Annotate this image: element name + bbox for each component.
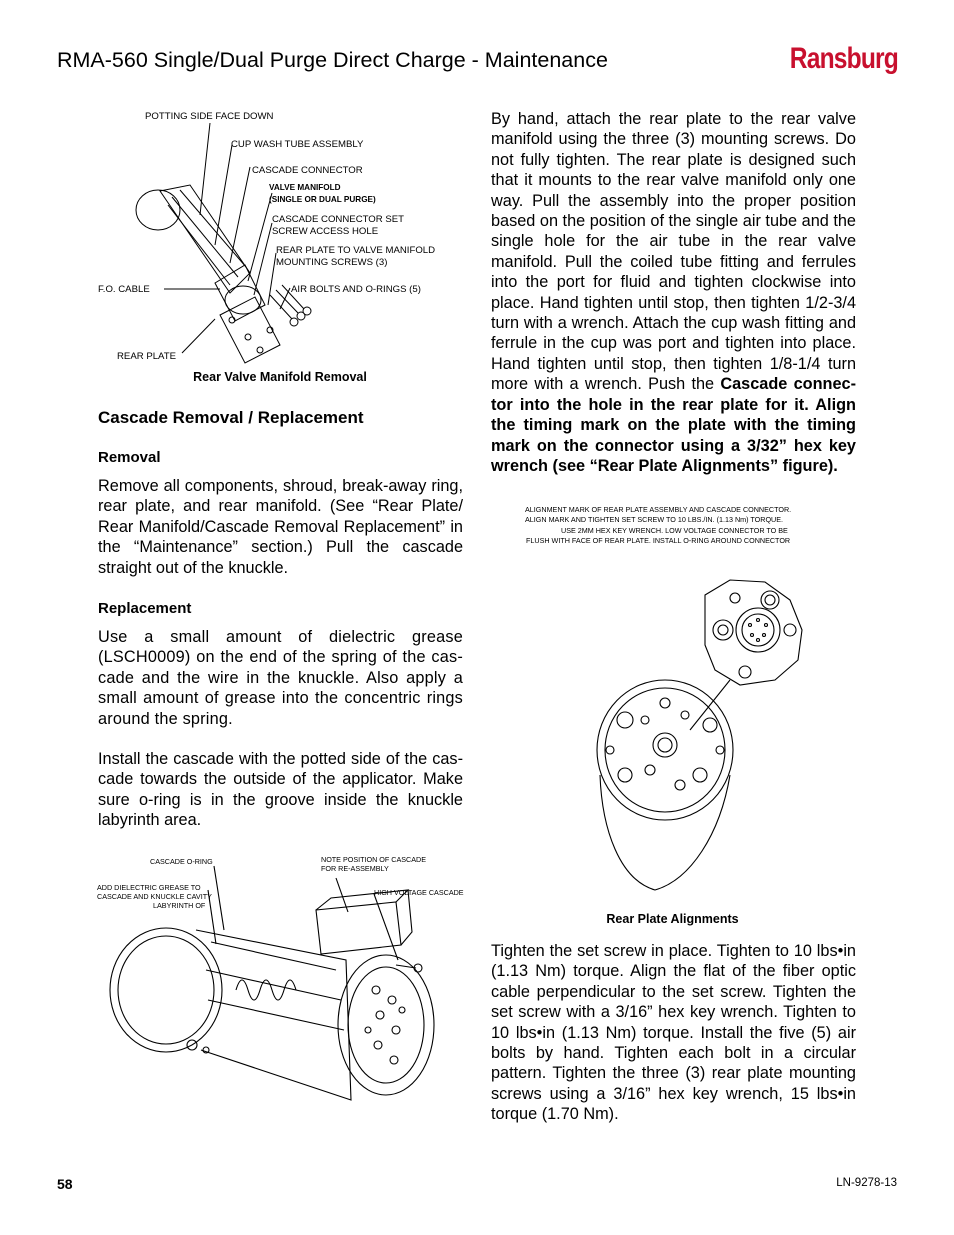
figure-caption-rear-plate: Rear Plate Alignments [606, 912, 739, 926]
document-number: LN-9278-13 [836, 1177, 897, 1189]
label-cascade-connector: CASCADE CONNECTOR [252, 165, 363, 176]
label-rear-plate-screws: REAR PLATE TO VALVE MANIFOLD [276, 245, 436, 256]
figure-rear-plate-drawing [580, 560, 840, 905]
label-rear-plate: REAR PLATE [117, 351, 177, 362]
label-rear-plate-screws-count: MOUNTING SCREWS (3) [276, 257, 388, 268]
figure-caption: Rear Valve Manifold Removal [193, 370, 367, 384]
attach-text [491, 109, 856, 476]
label-valve-manifold: VALVE MANIFOLD [269, 183, 341, 192]
removal-paragraph [98, 476, 463, 578]
alignment-note-1: ALIGNMENT MARK OF REAR PLATE ASSEMBLY AND CASCADE CONNECTOR. [525, 505, 792, 514]
tighten-text: Tighten the set screw in place. Tighten to 10 lbs•in (1.13 Nm) torque. Align the flat of the fiber optic cable perpendicular to the set screw. Tighten the set screw with a 3/16” hex key wrench. Tighten to 10 lbs•in (1.13 Nm) torque. Install the five (5) air bolts by hand. Tighten each bolt in a circular pattern. Tighten the three (3) rear plate mounting screws using a 3/16” hex key wrench, 15 lbs•in torque (1.70 Nm). [491, 942, 856, 1124]
label-note-position: NOTE POSITION OF CASCADE [321, 855, 427, 864]
replacement-text-1: Use a small amount of dielectric grease (LSCH0009) on the end of the spring of the cas-cade and the wire in the knuckle. Also apply a small amount of grease into the concentric rings around the spring. [98, 628, 463, 728]
label-cup-wash-tube: CUP WASH TUBE ASSEMBLY [231, 139, 364, 150]
replacement-paragraph-2 [98, 749, 463, 831]
attach-text-regular: By hand, attach the rear plate to the rear valve manifold using the three (3) mounting screws. Do not fully tighten. The rear plate is designed such that it mounts to the rear valve manifold only one way. Pull the assembly into the proper position based on the position of the single air tube and the single hole for the air tube in the rear valve manifold. Pull the coiled tube fitting and ferrules into the port for fluid and tighten clockwise into place. Hand tighten until stop, then tighten 1/2-3/4 turn with a wrench. Attach the cup wash fitting and ferrule in the cup was port and tighten into place. Hand tighten until stop, then tighten 1/8-1/4 turn more with a wrench. Push the [491, 110, 856, 394]
label-high-voltage-cascade: HIGH VOLTAGE CASCADE [374, 888, 464, 897]
page-title: RMA-560 Single/Dual Purge Direct Charge - Maintenance [57, 48, 608, 72]
label-valve-manifold-purge: (SINGLE OR DUAL PURGE) [269, 195, 376, 204]
alignment-note-2: ALIGN MARK AND TIGHTEN SET SCREW TO 10 LBS./IN. (1.13 Nm) TORQUE. [525, 515, 784, 524]
replacement-text-2: Install the cascade with the potted side of the cas-cade towards the outside of the applicator. Make sure o-ring is in the groove inside the knuckle labyrinth area. [98, 750, 463, 830]
label-potting-side: POTTING SIDE FACE DOWN [145, 111, 274, 122]
replacement-paragraph-1 [98, 627, 463, 729]
label-labyrinth: LABYRINTH OF [153, 901, 206, 910]
label-set-screw: CASCADE CONNECTOR SET [272, 214, 405, 225]
label-cascade-oring: CASCADE O-RING [150, 857, 213, 866]
attach-paragraph [491, 109, 856, 476]
label-set-screw-access: SCREW ACCESS HOLE [272, 226, 379, 237]
tighten-paragraph [491, 941, 856, 1125]
section-title: Cascade Removal / Replacement [98, 408, 364, 427]
label-fo-cable: F.O. CABLE [98, 284, 150, 295]
removal-text: Remove all components, shroud, break-away ring, rear plate, and rear manifold. (See “Rear Plate/ Rear Manifold/Cascade Removal Replacement” in the “Maintenance” section.) Pull the cascade straight out of the knuckle. [98, 477, 463, 577]
label-add-grease: ADD DIELECTRIC GREASE TO [97, 883, 201, 892]
page-number: 58 [57, 1176, 73, 1192]
label-note-reassembly: FOR RE-ASSEMBLY [321, 864, 389, 873]
replacement-heading: Replacement [98, 600, 192, 617]
label-knuckle-cavity: CASCADE AND KNUCKLE CAVITY [97, 892, 212, 901]
attach-text-bold: Cascade connec-tor into the hole in the rear plate for it. Align the timing mark on the plate with the timing mark on the connector using a 3/32” hex key wrench (see “Rear Plate Alignments” figure). [491, 375, 856, 475]
alignment-note-4: FLUSH WITH FACE OF REAR PLATE. INSTALL O-RING AROUND CONNECTOR [526, 536, 791, 545]
label-air-bolts: AIR BOLTS AND O-RINGS (5) [291, 284, 421, 295]
removal-heading: Removal [98, 449, 161, 466]
alignment-note-3: USE 2MM HEX KEY WRENCH. LOW VOLTAGE CONNECTOR TO BE [561, 526, 788, 535]
brand-logo: Ransburg [789, 42, 898, 75]
